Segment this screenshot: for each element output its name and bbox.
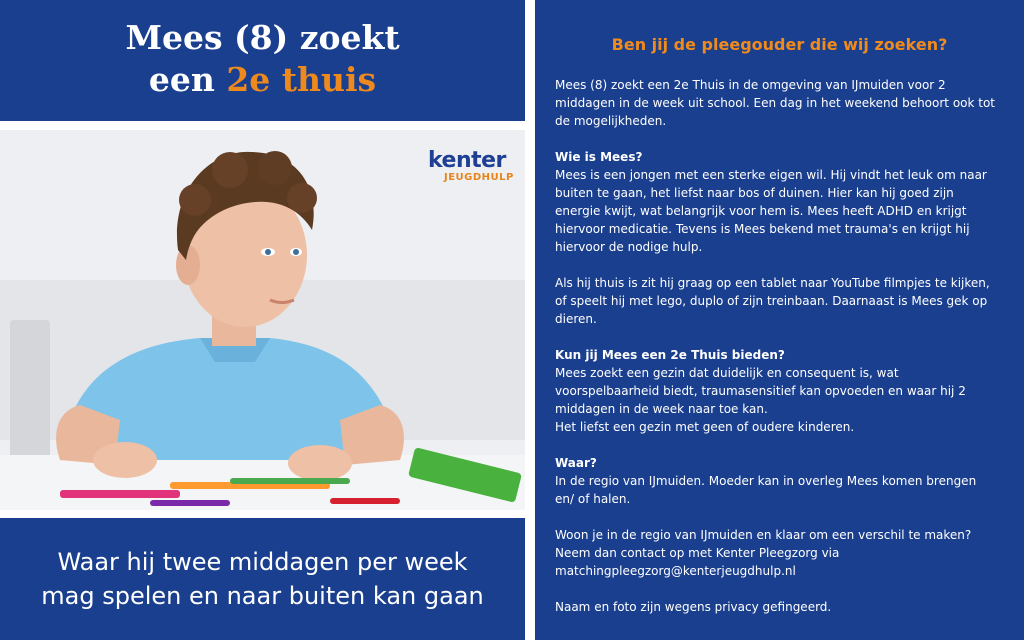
headline-line-2 [0,60,525,100]
contact-line-2: Neem dan contact op met Kenter Pleegzorg via [555,546,840,560]
section-text-who-extra: Als hij thuis is zit hij graag op een tablet naar YouTube filmpjes te kijken, of speelt hij met lego, duplo of zijn treinbaan. Daarnaast is Mees gek op dieren. [555,276,990,326]
tagline-line-2: mag spelen en naar buiten kan gaan [41,582,484,610]
contact-email[interactable]: matchingpleegzorg@kenterjeugdhulp.nl [555,564,796,578]
pencil [150,500,230,506]
tagline-line-1: Waar hij twee middagen per week [57,548,468,576]
section-text-where: In de regio van IJmuiden. Moeder kan in overleg Mees komen brengen en/ of halen. [555,474,977,506]
info-title: Ben jij de pleegouder die wij zoeken? [611,35,948,54]
chair-back [10,320,50,460]
section-text-who: Mees is een jongen met een sterke eigen wil. Hij vindt het leuk om naar buiten te gaan, het liefst naar bos of duinen. Hier kan hij goed zijn energie kwijt, wat belangrijk voor hem is. Mees heeft ADHD en krijgt hiervoor medicatie. Tevens is Mees bekend met trauma's en krijgt hij hiervoor de nodige hulp. [555,168,987,254]
kenter-logo [428,150,518,192]
logo-brand: kenter [428,148,506,173]
section-text-offer: Mees zoekt een gezin dat duidelijk en consequent is, wat voorspelbaarheid biedt, traumasensitief kan opvoeden en waar hij 2 middagen in de week naar toe kan. [555,366,966,416]
section-text-offer-extra: Het liefst een gezin met geen of oudere kinderen. [555,420,855,434]
pencil [60,490,180,498]
privacy-note: Naam en foto zijn wegens privacy gefingeerd. [555,600,832,614]
headline-accent: 2e thuis [226,60,377,99]
logo-sub: JEUGDHULP [444,172,514,183]
headline-prefix: een [148,60,215,99]
pencil [230,478,350,484]
pencil [330,498,400,504]
section-title-where: Waar? [555,456,597,470]
contact-line-1: Woon je in de regio van IJmuiden en klaar om een verschil te maken? [555,528,972,542]
intro-text: Mees (8) zoekt een 2e Thuis in de omgeving van IJmuiden voor 2 middagen in de week uit school. Een dag in het weekend behoort ook tot de mogelijkheden. [555,78,996,128]
section-title-who: Wie is Mees? [555,150,643,164]
info-body [555,76,999,616]
section-title-offer: Kun jij Mees een 2e Thuis bieden? [555,348,785,362]
headline-line-1: Mees (8) zoekt [125,18,400,57]
